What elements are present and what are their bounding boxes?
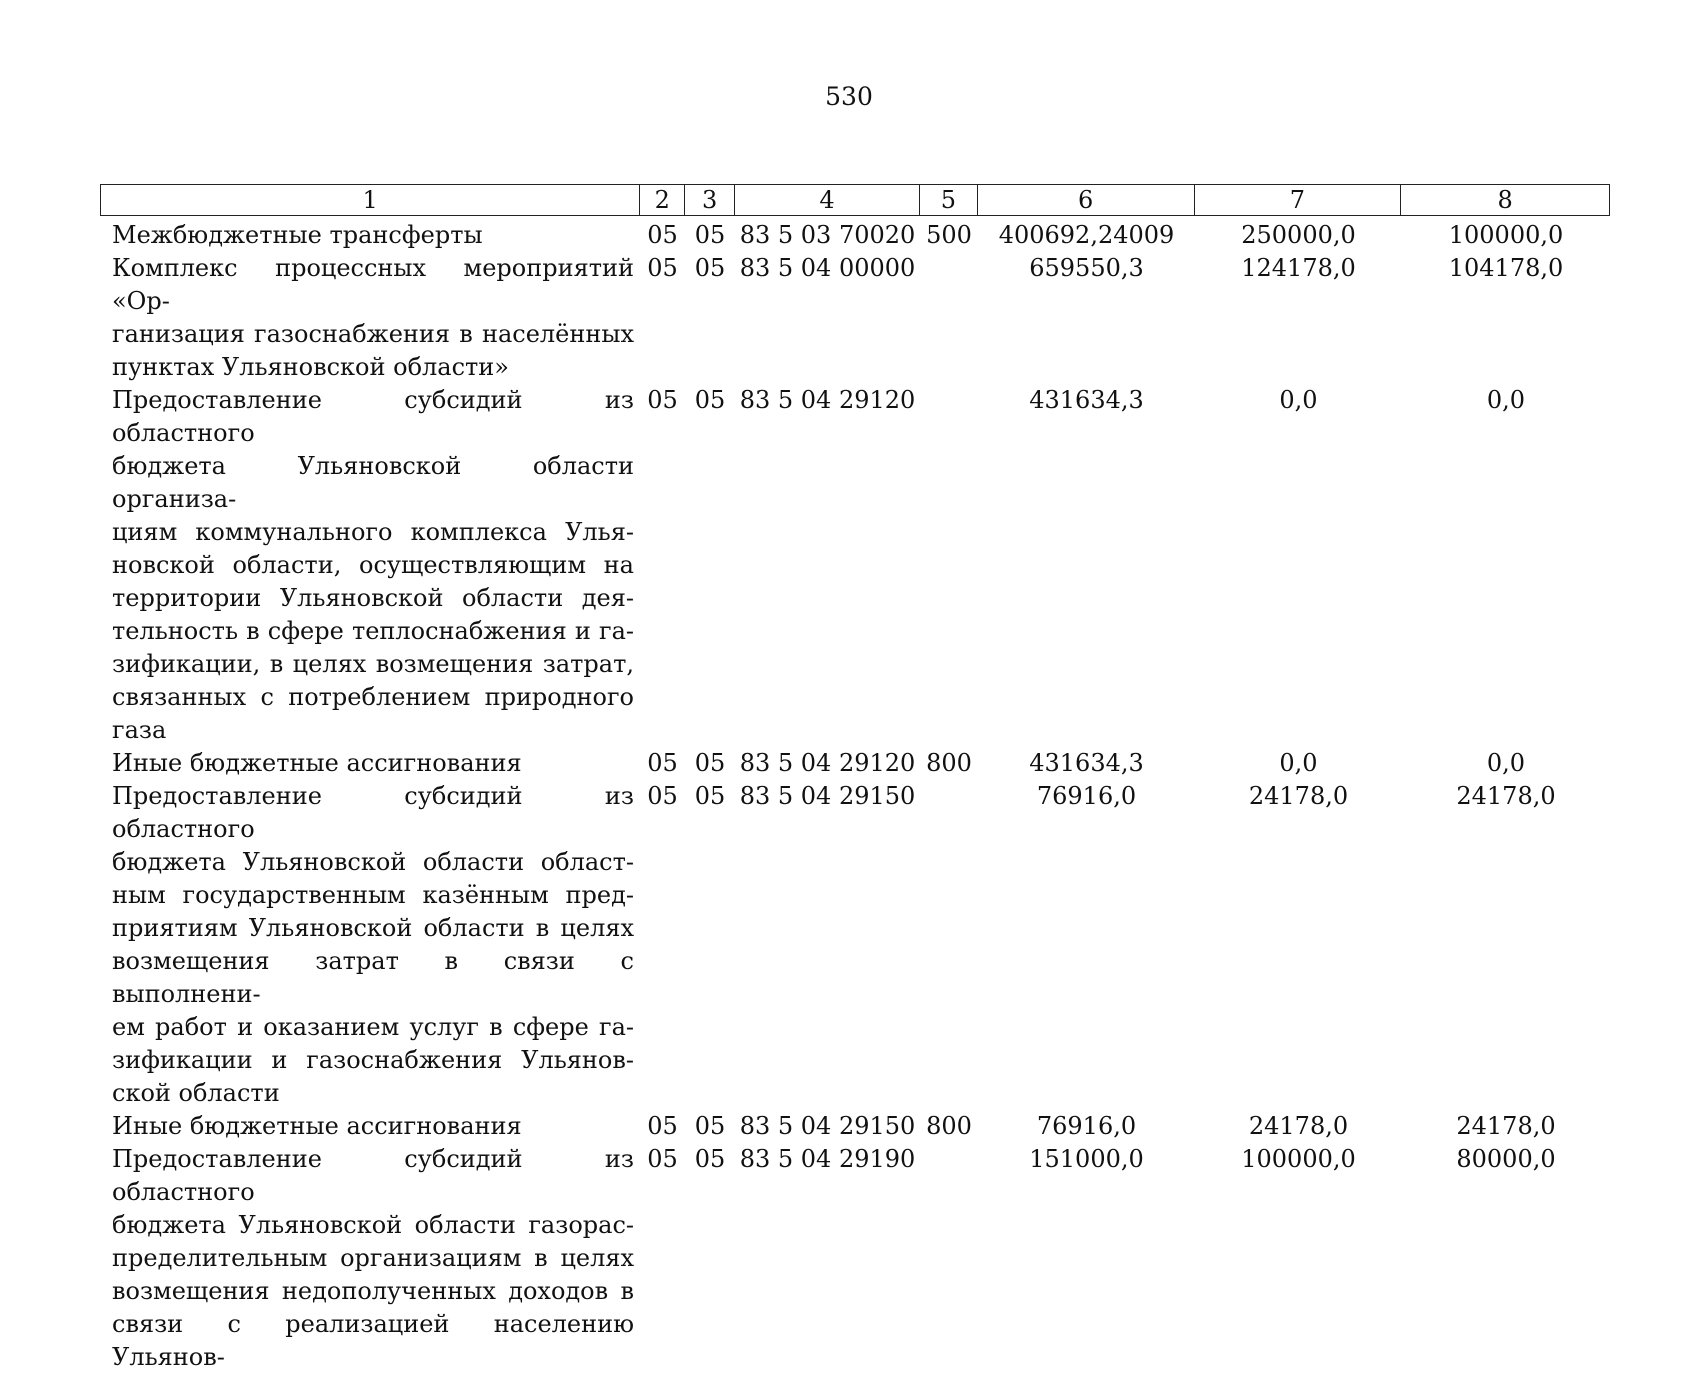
section-code: 05 [647,386,678,414]
subsection-code: 05 [694,782,726,810]
subsection-code: 05 [694,221,726,249]
expense-type-code: 800 [926,1112,972,1140]
target-article-code: 83 5 04 29150 [739,1112,916,1140]
amount-col-6: 76916,0 [1036,1112,1137,1140]
description-line: пределительным организациям в целях [112,1244,634,1272]
description-line: новской области, осуществляющим на [112,551,634,579]
row-description [100,252,640,384]
header-col-6: 6 [978,185,1195,215]
amount-col-8: 104178,0 [1448,254,1564,282]
amount-col-8: 24178,0 [1456,782,1556,810]
description-line: пунктах Ульяновской области» [112,353,509,381]
amount-col-8: 100000,0 [1448,221,1564,249]
table-row [100,252,1610,384]
description-line: Предоставление субсидий из областного [112,782,634,843]
amount-col-6: 431634,3 [1029,749,1144,777]
amount-col-6: 76916,0 [1036,782,1137,810]
description-line: циям коммунального комплекса Улья- [112,518,634,546]
table-row [100,780,1610,1110]
header-col-3: 3 [685,185,735,215]
subsection-code: 05 [694,1145,726,1173]
table-body [100,219,1610,1374]
target-article-code: 83 5 04 29150 [739,782,916,810]
header-col-8: 8 [1497,186,1513,214]
amount-col-7: 0,0 [1279,386,1318,414]
description-line: бюджета Ульяновской области организа- [112,452,634,513]
subsection-code: 05 [694,749,726,777]
section-code: 05 [647,782,678,810]
amount-col-6: 431634,3 [1029,386,1144,414]
description-line: ской области [112,1079,280,1107]
header-col-4: 4 [735,185,920,215]
description-line: тельность в сфере теплоснабжения и га- [112,617,634,645]
row-description [100,219,640,252]
row-description [100,384,640,747]
row-description [100,747,640,780]
subsection-code: 05 [694,1112,726,1140]
table-header [100,184,1610,216]
amount-col-7: 100000,0 [1241,1145,1356,1173]
target-article-code: 83 5 03 70020 [739,221,916,249]
description-line: Комплекс процессных мероприятий «Ор- [112,254,634,315]
description-line: ем работ и оказанием услуг в сфере га- [112,1013,634,1041]
table-row [100,219,1610,252]
page-number: 530 [825,82,873,111]
description-line: возмещения недополученных доходов в [112,1277,634,1305]
description-line: Иные бюджетные ассигнования [112,749,522,777]
amount-col-7: 0,0 [1279,749,1318,777]
table-row [100,1110,1610,1143]
amount-col-8: 80000,0 [1456,1145,1556,1173]
table-row [100,384,1610,747]
target-article-code: 83 5 04 00000 [739,254,916,282]
description-line: возмещения затрат в связи с выполнени- [112,947,634,1008]
section-code: 05 [647,1112,678,1140]
description-line: газа [112,716,167,744]
table-row [100,1143,1610,1374]
row-description [100,780,640,1110]
section-code: 05 [647,1145,678,1173]
header-col-2: 2 [640,185,685,215]
header-col-1: 1 [101,185,640,215]
row-description [100,1110,640,1143]
description-line: связанных с потреблением природного [112,683,634,711]
description-line: бюджета Ульяновской области газорас- [112,1211,634,1239]
amount-col-7: 250000,0 [1241,221,1356,249]
amount-col-8: 24178,0 [1456,1112,1556,1140]
subsection-code: 05 [694,254,726,282]
description-line: зификации, в целях возмещения затрат, [112,650,634,678]
description-line: ным государственным казённым пред- [112,881,634,909]
description-line: связи с реализацией населению Ульянов- [112,1310,634,1371]
row-description [100,1143,640,1374]
amount-col-8: 0,0 [1486,386,1526,414]
target-article-code: 83 5 04 29120 [739,749,916,777]
description-line: территории Ульяновской области дея- [112,584,634,612]
header-col-7: 7 [1195,185,1402,215]
section-code: 05 [647,221,678,249]
description-line: ганизация газоснабжения в населённых [112,320,634,348]
amount-col-6: 659550,3 [1029,254,1144,282]
amount-col-6: 400692,24009 [998,221,1175,249]
description-line: Предоставление субсидий из областного [112,1145,634,1206]
subsection-code: 05 [694,386,726,414]
description-line: Предоставление субсидий из областного [112,386,634,447]
target-article-code: 83 5 04 29190 [739,1145,916,1173]
expense-type-code: 800 [926,749,972,777]
header-col-5: 5 [920,185,978,215]
target-article-code: 83 5 04 29120 [739,386,916,414]
amount-col-8: 0,0 [1486,749,1526,777]
expense-type-code: 500 [926,221,972,249]
amount-col-7: 24178,0 [1248,782,1349,810]
amount-col-6: 151000,0 [1029,1145,1144,1173]
table-row [100,747,1610,780]
section-code: 05 [647,254,678,282]
amount-col-7: 124178,0 [1241,254,1356,282]
description-line: Межбюджетные трансферты [112,221,483,249]
section-code: 05 [647,749,678,777]
description-line: бюджета Ульяновской области област- [112,848,634,876]
description-line: зификации и газоснабжения Ульянов- [112,1046,634,1074]
description-line: Иные бюджетные ассигнования [112,1112,522,1140]
description-line: приятиям Ульяновской области в целях [112,914,634,942]
amount-col-7: 24178,0 [1248,1112,1349,1140]
